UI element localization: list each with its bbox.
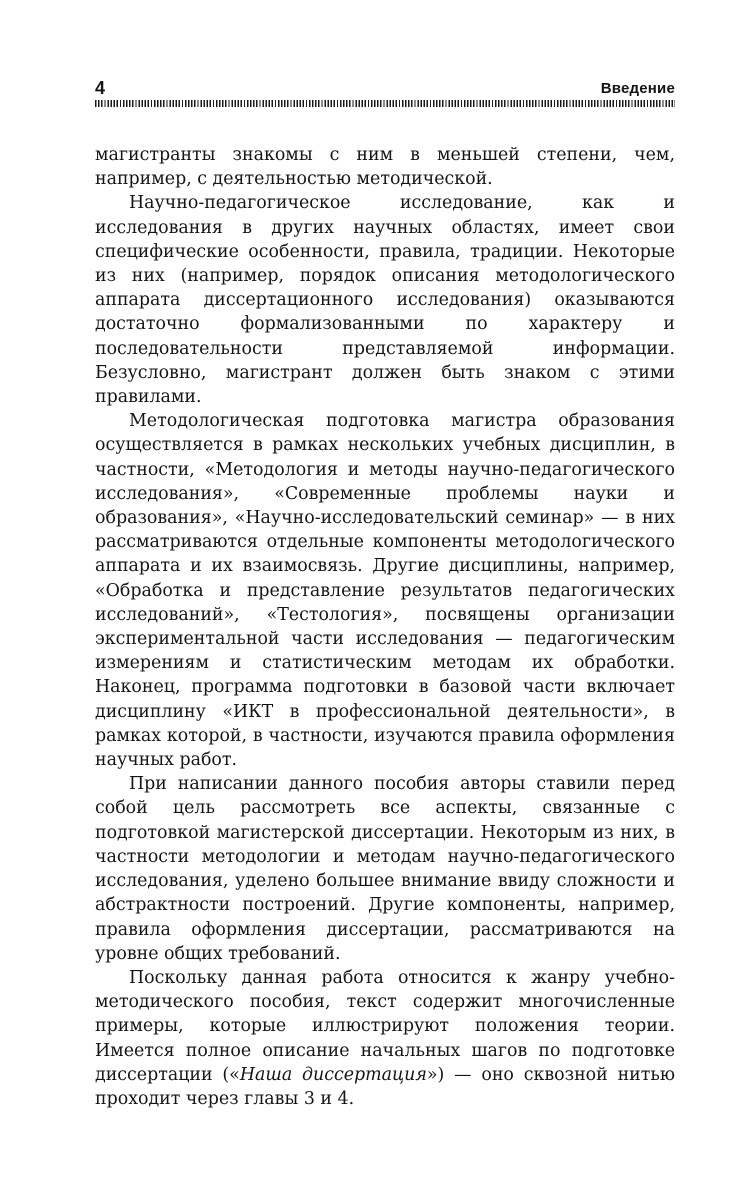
italic-title: Наша диссертация: [239, 1064, 427, 1085]
paragraph-text: Поскольку данная работа относится к жанру учебно-методического пособия, текст содержит многочисленные примеры, которые иллюстрируют положения теории. Имеется полное описание начальных шагов по подготовке диссертации («: [95, 967, 675, 1085]
paragraph: Научно-педагогическое исследование, как и исследования в других научных областях, имеет свои специфические особенности, правила, традиции. Некоторые из них (например, порядок описания методологического аппарата диссертационного исследования) оказываются достаточно формализованными по характеру и последовательности представляемой информации. Безусловно, магистрант должен быть знаком с этими правилами.: [95, 193, 675, 408]
body-text: [95, 143, 675, 1111]
paragraph-continuation: магистранты знакомы с ним в меньшей степени, чем, например, с деятельностью методической.: [95, 145, 675, 190]
paragraph: При написании данного пособия авторы ставили перед собой цель рассмотреть все аспекты, связанные с подготовкой магистерской диссертации. Некоторым из них, в частности методологии и методам научно-педагогического исследования, уделено большее внимание ввиду сложности и абстрактности построений. Другие компоненты, например, правила оформления диссертации, рассматриваются на уровне общих требований.: [95, 774, 675, 964]
page-header: [95, 74, 675, 98]
paragraph-text: ») — оно сквозной нитью проходит через главы 3 и 4.: [95, 1064, 675, 1109]
running-title: Введение: [600, 80, 675, 97]
paragraph: Методологическая подготовка магистра образования осуществляется в рамках нескольких учебных дисциплин, в частности, «Методология и методы научно-педагогического исследования», «Современные проблемы науки и образования», «Научно-исследовательский семинар» — в них рассматриваются отдельные компоненты методологического аппарата и их взаимосвязь. Другие дисциплины, например, «Обработка и представление результатов педагогических исследований», «Тестология», посвящены организации экспериментальной части исследования — педагогическим измерениям и статистическим методам их обработки. Наконец, программа подготовки в базовой части включает дисциплину «ИКТ в профессиональной деятельности», в рамках которой, в частности, изучаются правила оформления научных работ.: [95, 411, 675, 771]
book-page: [95, 0, 675, 1182]
page-number: 4: [95, 78, 106, 98]
paragraph-last: [95, 966, 675, 1111]
header-rule: [95, 100, 675, 107]
